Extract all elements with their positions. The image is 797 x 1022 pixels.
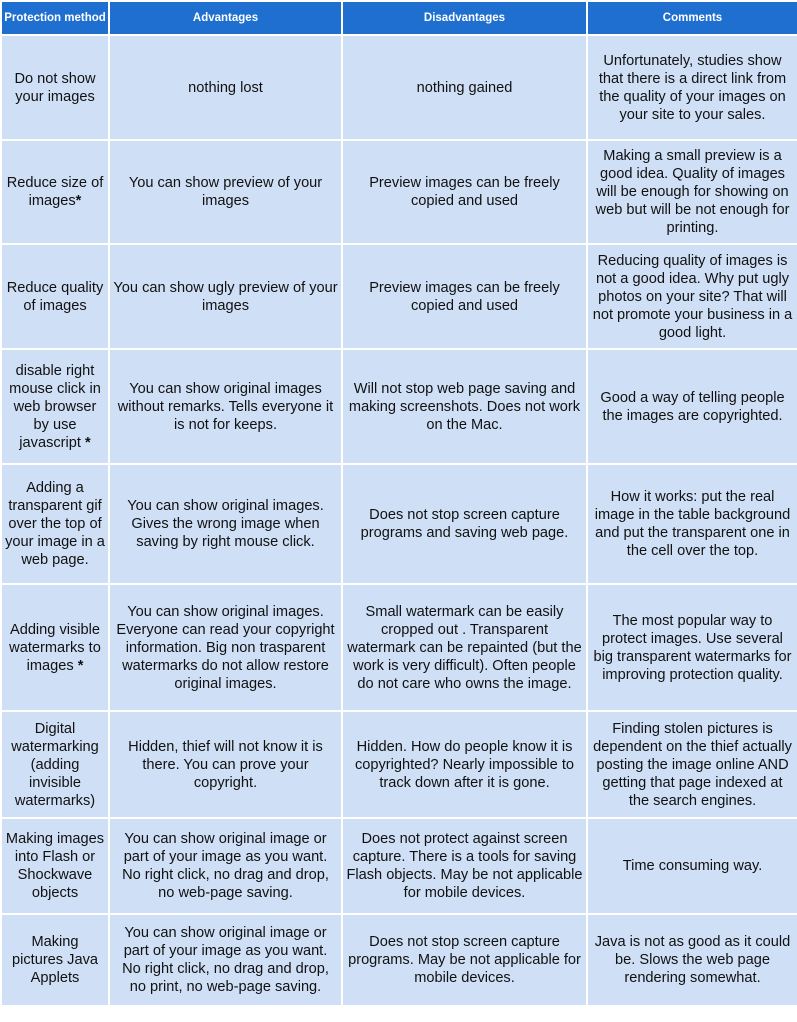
- table-row: [2, 819, 797, 913]
- method-text: Digital watermarking (adding invisible watermarks): [11, 720, 99, 809]
- method-cell: [2, 141, 108, 243]
- advantages-cell: You can show original images. Everyone can read your copyright information. Big non trasparent watermarks do not allow restore original images.: [110, 585, 341, 710]
- method-text: Making images into Flash or Shockwave objects: [5, 831, 105, 901]
- comments-cell: Reducing quality of images is not a good idea. Why put ugly photos on your site? That will not promote your business in a good light.: [588, 245, 797, 348]
- disadvantages-cell: Does not stop screen capture programs. May be not applicable for mobile devices.: [343, 915, 586, 1005]
- table-row: [2, 465, 797, 583]
- comments-cell: Making a small preview is a good idea. Quality of images will be enough for showing on web but will be not enough for printing.: [588, 141, 797, 243]
- comments-cell: Unfortunately, studies show that there is a direct link from the quality of your images on your site to your sales.: [588, 36, 797, 139]
- comments-cell: The most popular way to protect images. Use several big transparent watermarks for improving protection quality.: [588, 585, 797, 710]
- table-row: [2, 712, 797, 817]
- header-method: Protection method: [2, 2, 108, 34]
- table-row: [2, 585, 797, 710]
- method-text: Reduce quality of images: [6, 279, 104, 314]
- table-row: [2, 245, 797, 348]
- table-header-row: [2, 2, 797, 34]
- comments-cell: Time consuming way.: [588, 819, 797, 913]
- advantages-cell: You can show original image or part of your image as you want. No right click, no drag and drop, no web-page saving.: [110, 819, 341, 913]
- disadvantages-cell: Small watermark can be easily cropped out . Transparent watermark can be repainted (but the work is very difficult). Often people do not care who owns the image.: [343, 585, 586, 710]
- comments-cell: Good a way of telling people the images are copyrighted.: [588, 350, 797, 463]
- asterisk-mark: *: [77, 657, 84, 674]
- disadvantages-cell: Does not protect against screen capture. There is a tools for saving Flash objects. May be not applicable for mobile devices.: [343, 819, 586, 913]
- disadvantages-cell: Does not stop screen capture programs and saving web page.: [343, 465, 586, 583]
- method-text: Reduce size of images: [6, 175, 104, 209]
- table-row: [2, 36, 797, 139]
- method-cell: [2, 350, 108, 463]
- header-disadvantages: Disadvantages: [343, 2, 586, 34]
- table-row: [2, 915, 797, 1005]
- advantages-cell: Hidden, thief will not know it is there. You can prove your copyright.: [110, 712, 341, 817]
- asterisk-mark: *: [85, 434, 91, 451]
- method-cell: [2, 819, 108, 913]
- advantages-cell: You can show preview of your images: [110, 141, 341, 243]
- advantages-cell: nothing lost: [110, 36, 341, 139]
- method-cell: [2, 245, 108, 348]
- disadvantages-cell: Will not stop web page saving and making screenshots. Does not work on the Mac.: [343, 350, 586, 463]
- method-cell: [2, 712, 108, 817]
- table-row: [2, 141, 797, 243]
- advantages-cell: You can show original images. Gives the wrong image when saving by right mouse click.: [110, 465, 341, 583]
- disadvantages-cell: nothing gained: [343, 36, 586, 139]
- comments-cell: Finding stolen pictures is dependent on the thief actually posting the image online AND getting that page indexed at the search engines.: [588, 712, 797, 817]
- header-comments: Comments: [588, 2, 797, 34]
- advantages-cell: You can show original image or part of your image as you want. No right click, no drag and drop, no print, no web-page saving.: [110, 915, 341, 1005]
- disadvantages-cell: Hidden. How do people know it is copyrighted? Nearly impossible to track down after it is gone.: [343, 712, 586, 817]
- method-text: disable right mouse click in web browser by use javascript: [9, 362, 101, 451]
- disadvantages-cell: Preview images can be freely copied and used: [343, 245, 586, 348]
- advantages-cell: You can show original images without remarks. Tells everyone it is not for keeps.: [110, 350, 341, 463]
- header-advantages: Advantages: [110, 2, 341, 34]
- method-text: Adding a transparent gif over the top of your image in a web page.: [5, 480, 105, 568]
- method-text: Do not show your images: [14, 70, 96, 105]
- method-text: Adding visible watermarks to images: [9, 621, 101, 674]
- method-cell: [2, 915, 108, 1005]
- method-text: Making pictures Java Applets: [12, 934, 98, 986]
- comments-cell: How it works: put the real image in the table background and put the transparent one in the cell over the top.: [588, 465, 797, 583]
- advantages-cell: You can show ugly preview of your images: [110, 245, 341, 348]
- method-cell: [2, 585, 108, 710]
- method-cell: [2, 36, 108, 139]
- method-cell: [2, 465, 108, 583]
- comments-cell: Java is not as good as it could be. Slows the web page rendering somewhat.: [588, 915, 797, 1005]
- asterisk-mark: *: [75, 193, 82, 209]
- table-row: [2, 350, 797, 463]
- disadvantages-cell: Preview images can be freely copied and used: [343, 141, 586, 243]
